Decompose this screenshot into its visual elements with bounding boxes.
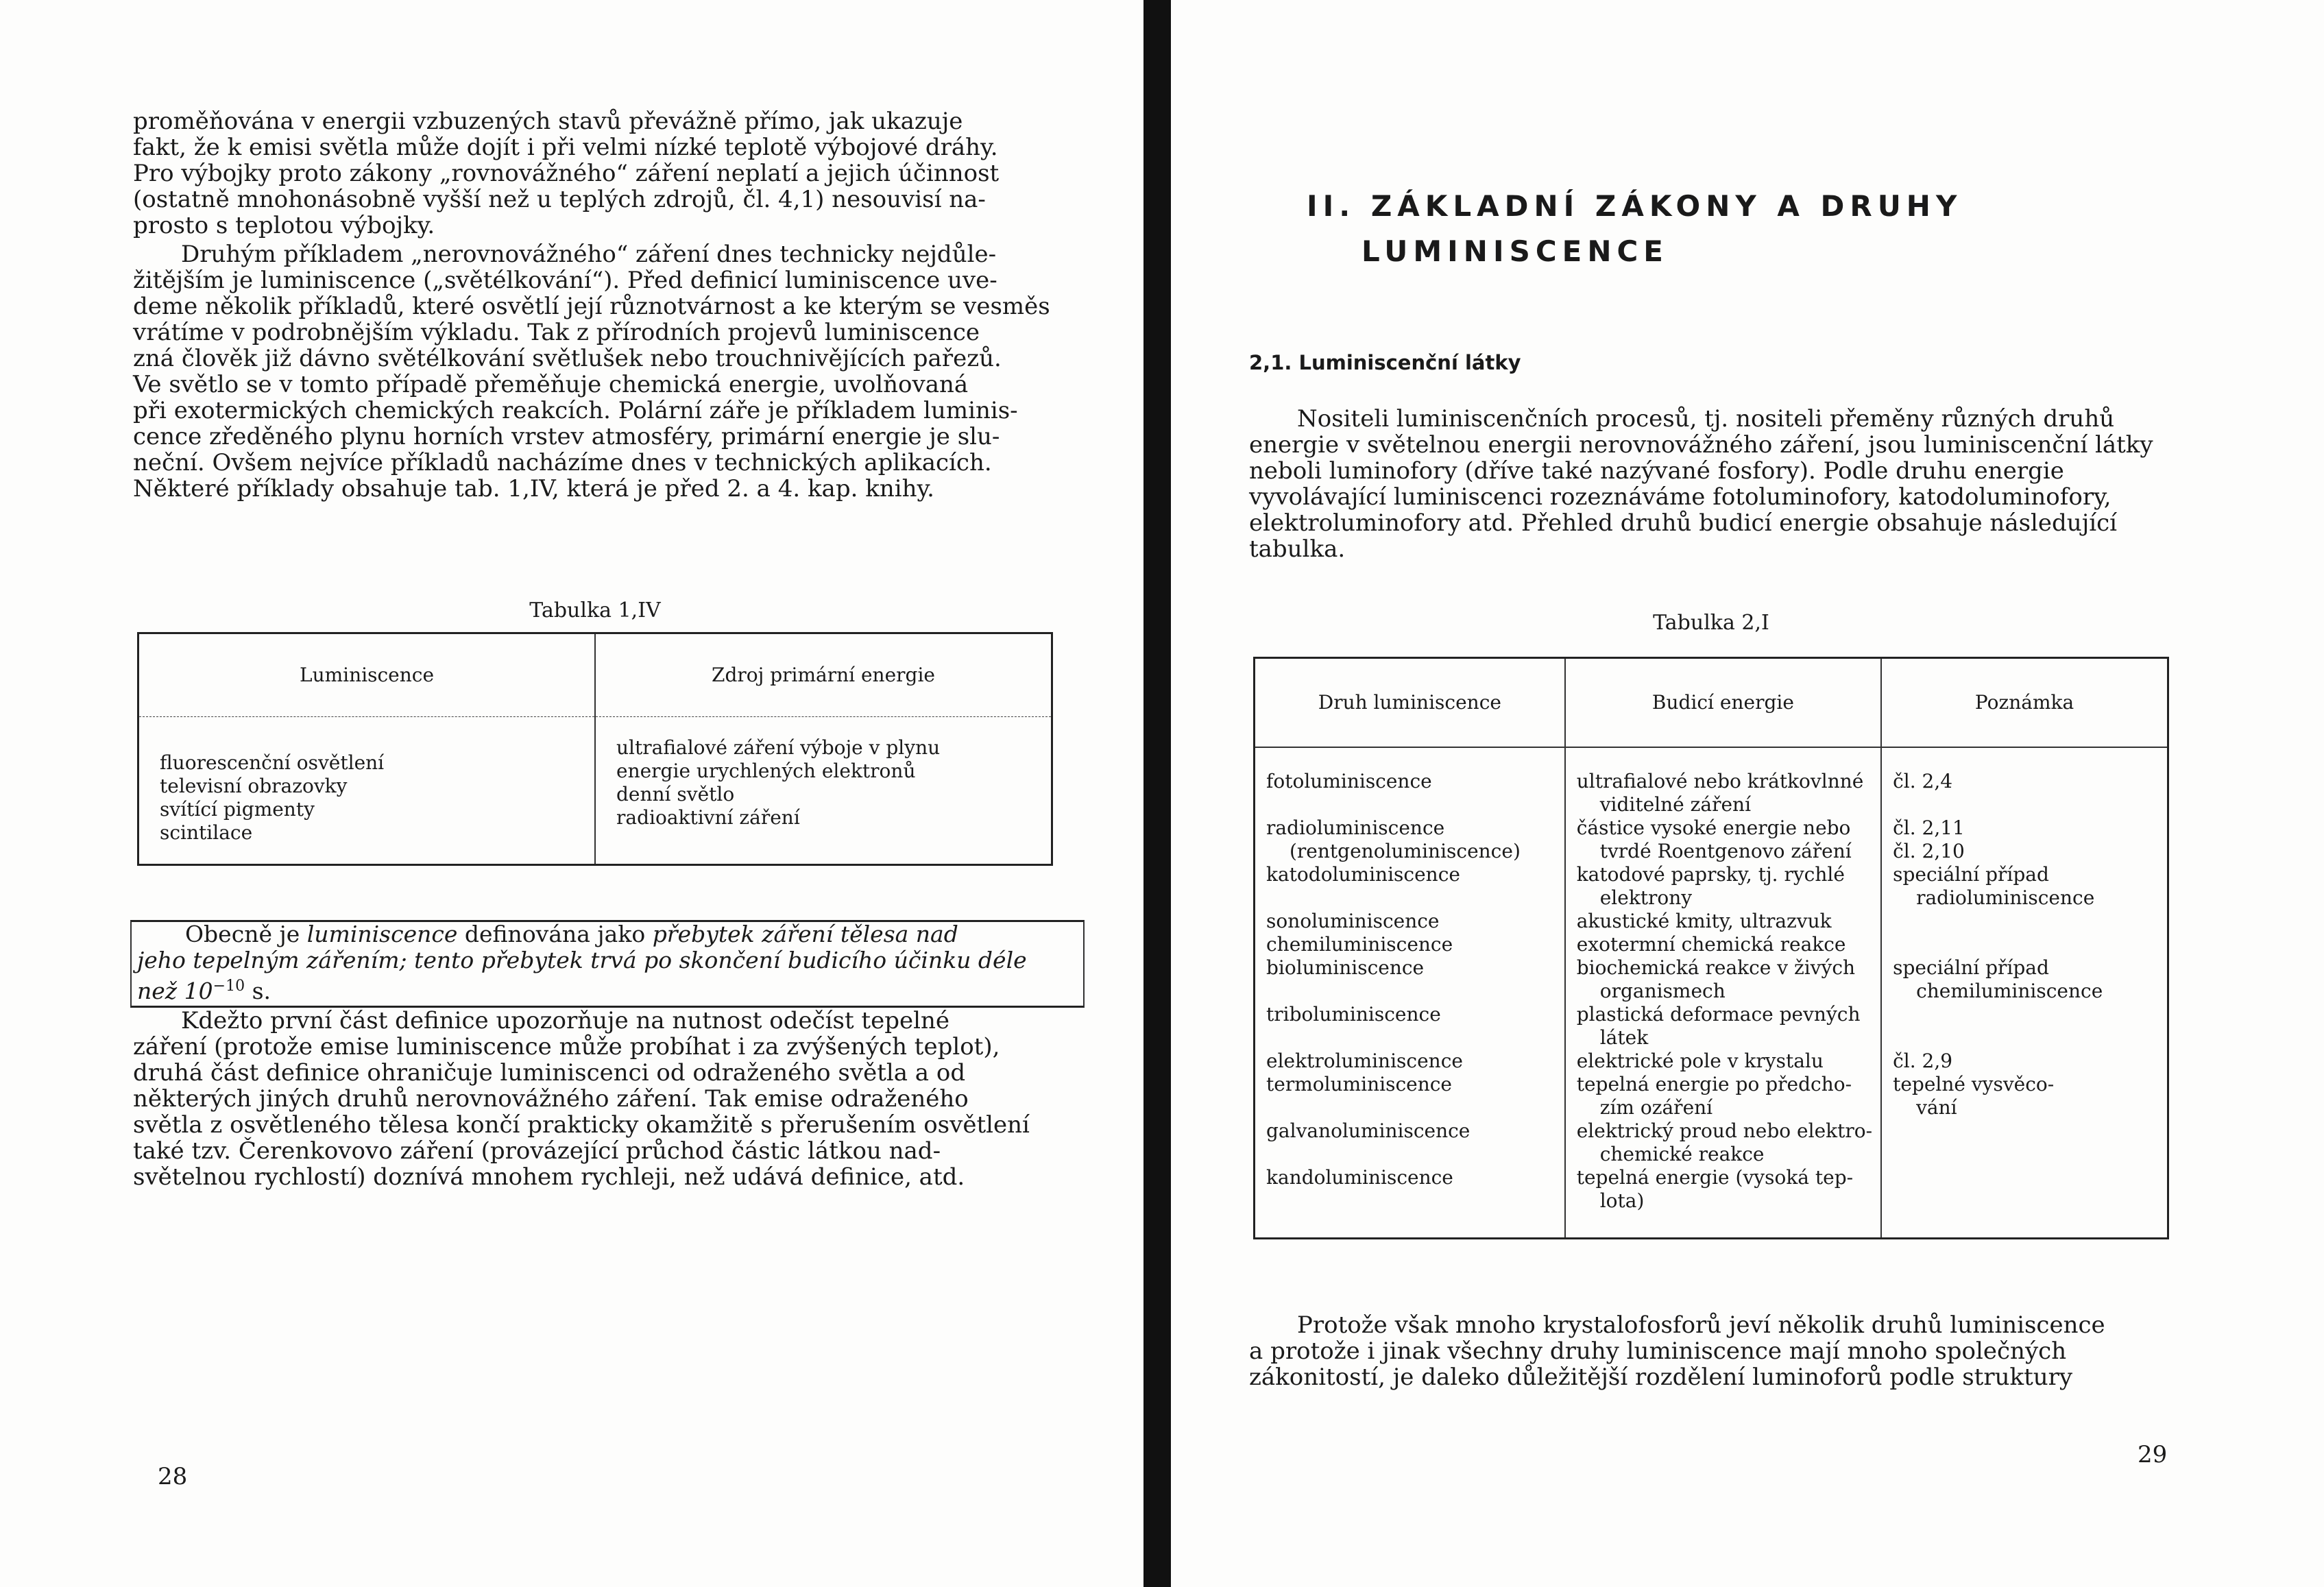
text-line: Druhým příkladem „nerovnovážného“ záření dnes technicky nejdůle- xyxy=(181,241,997,268)
table-cell-line xyxy=(1266,980,1556,1003)
definition-text-d: přebytek záření tělesa nad xyxy=(652,921,958,947)
table-cell-line: exotermní chemická reakce xyxy=(1576,933,1846,956)
definition-line-2 xyxy=(137,947,1067,973)
table-1-iv-col-energy xyxy=(595,717,1052,865)
table-cell-line xyxy=(1266,1143,1556,1166)
definition-text-a: Obecně je xyxy=(185,921,307,947)
table-cell-line: energie urychlených elektronů xyxy=(616,760,916,782)
text-line: elektroluminofory atd. Přehled druhů budicí energie obsahuje následující xyxy=(1249,509,2118,537)
table-cell-line: chemické reakce xyxy=(1599,1143,1765,1165)
table-cell-line: (rentgenoluminiscence) xyxy=(1290,840,1521,862)
text-line: deme několik příkladů, které osvětlí její různotvárnost a ke kterým se vesměs xyxy=(133,293,1050,320)
table-cell-line: viditelné záření xyxy=(1599,793,1752,816)
table-2-i-col-note xyxy=(1881,747,2168,1239)
table-1-iv-caption: Tabulka 1,IV xyxy=(529,598,661,622)
page-number-left: 28 xyxy=(158,1463,188,1490)
table-cell-line: televisní obrazovky xyxy=(160,775,348,797)
table-cell-line xyxy=(1266,1189,1556,1213)
text-line: zákonitostí, je daleko důležitější rozdělení luminoforů podle struktury xyxy=(1249,1364,2073,1391)
definition-text-h: s. xyxy=(245,978,271,1004)
table-cell-line: radioaktivní záření xyxy=(616,806,800,829)
luminiscence-definition xyxy=(137,921,1067,1004)
table-cell-line: elektrony xyxy=(1599,886,1693,909)
table-cell-line: scintilace xyxy=(160,821,253,844)
table-2-i-col-energy xyxy=(1565,747,1881,1239)
text-line: záření (protože emise luminiscence může probíhat i za zvýšených teplot), xyxy=(133,1033,1000,1061)
text-line: Protože však mnoho krystalofosforů jeví několik druhů luminiscence xyxy=(1297,1311,2105,1339)
left-paragraph-2 xyxy=(133,241,1049,502)
definition-text-f: než 10 xyxy=(137,978,213,1004)
table-header-note: Poznámka xyxy=(1881,658,2168,748)
text-line: vyvolávající luminiscenci rozeznáváme fotoluminofory, katodoluminofory, xyxy=(1249,483,2111,511)
table-cell-line xyxy=(1266,1026,1556,1050)
table-header-type: Druh luminiscence xyxy=(1255,658,1565,748)
table-cell-line: kandoluminiscence xyxy=(1266,1166,1453,1189)
chapter-heading xyxy=(1307,184,1962,274)
table-cell-line: čl. 2,9 xyxy=(1893,1050,1953,1072)
table-cell-line: katodové paprsky, tj. rychlé xyxy=(1576,863,1845,886)
table-header-luminiscence: Luminiscence xyxy=(138,633,596,717)
text-line: také tzv. Čerenkovovo záření (provázející průchod částic látkou nad- xyxy=(133,1137,941,1165)
text-line: cence zředěného plynu horních vrstev atmosféry, primární energie je slu- xyxy=(133,423,1000,450)
section-title: 2,1. Luminiscenční látky xyxy=(1249,351,1521,374)
table-2-i-col-type xyxy=(1255,747,1565,1239)
table-cell-line: svítící pigmenty xyxy=(160,798,315,821)
table-cell-line: radioluminiscence xyxy=(1916,886,2095,909)
table-cell-line: organismech xyxy=(1599,980,1726,1002)
text-line: žitějším je luminiscence („světélkování“). Před definicí luminiscence uve- xyxy=(133,267,997,294)
text-line: Kdežto první část definice upozorňuje na nutnost odečíst tepelné xyxy=(181,1007,949,1034)
table-cell-line xyxy=(1893,1119,2159,1143)
table-2-i-caption: Tabulka 2,I xyxy=(1653,611,1769,635)
table-cell-line: tvrdé Roentgenovo záření xyxy=(1599,840,1852,862)
table-cell-line: částice vysoké energie nebo xyxy=(1576,816,1851,839)
right-paragraph-1 xyxy=(1249,406,2166,562)
table-cell-line: plastická deformace pevných xyxy=(1576,1003,1861,1026)
text-line: a protože i jinak všechny druhy luminiscence mají mnoho společných xyxy=(1249,1337,2067,1365)
definition-text-e: jeho tepelným zářením; tento přebytek trvá po skončení budicího účinku déle xyxy=(137,947,1027,973)
text-line: fakt, že k emisi světla může dojít i při velmi nízké teplotě výbojové dráhy. xyxy=(133,134,998,161)
table-cell-line xyxy=(1893,933,2159,956)
table-cell-line xyxy=(1266,1096,1556,1119)
text-line: Nositeli luminiscenčních procesů, tj. nositeli přeměny různých druhů xyxy=(1297,405,2115,433)
table-cell-line xyxy=(1893,1166,2159,1189)
text-line: některých jiných druhů nerovnovážného záření. Tak emise odraženého xyxy=(133,1085,969,1113)
book-gutter xyxy=(1143,0,1171,1587)
definition-line-3 xyxy=(137,973,1067,1004)
table-1-iv xyxy=(137,632,1053,866)
text-line: proměňována v energii vzbuzených stavů převážně přímo, jak ukazuje xyxy=(133,108,963,135)
text-line: zná člověk již dávno světélkování světlušek nebo trouchnivějících pařezů. xyxy=(133,345,1002,372)
text-line: prosto s teplotou výbojky. xyxy=(133,212,435,239)
definition-text-c: definována jako xyxy=(457,921,653,947)
table-cell-line: ultrafialové nebo krátkovlnné xyxy=(1576,770,1864,792)
table-cell-line: elektrické pole v krystalu xyxy=(1576,1050,1824,1072)
definition-line-1 xyxy=(137,921,1067,947)
definition-term: luminiscence xyxy=(306,921,458,947)
table-cell-line: termoluminiscence xyxy=(1266,1073,1453,1095)
table-cell-line: katodoluminiscence xyxy=(1266,863,1460,886)
table-cell-line xyxy=(1266,886,1556,910)
text-line: při exotermických chemických reakcích. Polární záře je příkladem luminis- xyxy=(133,397,1018,424)
text-line: Pro výbojky proto zákony „rovnovážného“ záření neplatí a jejich účinnost xyxy=(133,160,1000,187)
table-cell-line: tepelné vysvěco- xyxy=(1893,1073,2055,1095)
table-cell-line: lota) xyxy=(1599,1189,1645,1212)
text-line: energie v světelnou energii nerovnovážného záření, jsou luminiscenční látky xyxy=(1249,431,2153,459)
table-header-excitation: Budicí energie xyxy=(1565,658,1881,748)
left-paragraph-3 xyxy=(133,1008,1063,1190)
table-2-i xyxy=(1253,657,2169,1239)
table-cell-line: zím ozáření xyxy=(1599,1096,1713,1119)
table-cell-line xyxy=(1893,910,2159,933)
table-cell-line: chemiluminiscence xyxy=(1266,933,1453,956)
table-cell-line xyxy=(1893,1189,2159,1213)
table-cell-line: tepelná energie po předcho- xyxy=(1576,1073,1852,1095)
table-cell-line: triboluminiscence xyxy=(1266,1003,1441,1026)
text-line: neboli luminofory (dříve také nazývané fosfory). Podle druhu energie xyxy=(1249,457,2064,485)
table-cell-line: čl. 2,10 xyxy=(1893,840,1965,862)
left-paragraph-1 xyxy=(133,108,1049,239)
table-cell-line: látek xyxy=(1599,1026,1649,1049)
text-line: druhá část definice ohraničuje luminiscenci od odraženého světla a od xyxy=(133,1059,966,1087)
chapter-heading-line-1: II. ZÁKLADNÍ ZÁKONY A DRUHY xyxy=(1307,189,1963,223)
table-cell-line: sonoluminiscence xyxy=(1266,910,1440,932)
table-cell-line: speciální případ xyxy=(1893,863,2049,886)
table-cell-line: denní světlo xyxy=(616,783,735,805)
table-cell-line: akustické kmity, ultrazvuk xyxy=(1576,910,1832,932)
table-cell-line: ultrafialové záření výboje v plynu xyxy=(616,736,941,759)
table-1-iv-col-luminiscence xyxy=(138,717,596,865)
text-line: světelnou rychlostí) doznívá mnohem rychleji, než udává definice, atd. xyxy=(133,1163,965,1191)
table-header-primary-energy: Zdroj primární energie xyxy=(595,633,1052,717)
text-line: vrátíme v podrobnějším výkladu. Tak z přírodních projevů luminiscence xyxy=(133,319,980,346)
text-line: Ve světlo se v tomto případě přeměňuje chemická energie, uvolňovaná xyxy=(133,371,969,398)
table-cell-line xyxy=(1893,1026,2159,1050)
table-cell-line: fotoluminiscence xyxy=(1266,770,1432,792)
text-line: Některé příklady obsahuje tab. 1,IV, která je před 2. a 4. kap. knihy. xyxy=(133,475,934,502)
text-line: neční. Ovšem nejvíce příkladů nacházíme dnes v technických aplikacích. xyxy=(133,449,992,476)
table-cell-line: vání xyxy=(1916,1096,1957,1119)
definition-exponent: −10 xyxy=(213,978,245,995)
table-cell-line: bioluminiscence xyxy=(1266,956,1425,979)
table-cell-line: elektrický proud nebo elektro- xyxy=(1576,1119,1873,1142)
table-cell-line: radioluminiscence xyxy=(1266,816,1445,839)
chapter-heading-line-2: LUMINISCENCE xyxy=(1361,234,1669,268)
text-line: tabulka. xyxy=(1249,535,1346,563)
table-cell-line: tepelná energie (vysoká tep- xyxy=(1576,1166,1854,1189)
text-line: světla z osvětleného tělesa končí prakticky okamžitě s přerušením osvětlení xyxy=(133,1111,1030,1139)
table-cell-line: elektroluminiscence xyxy=(1266,1050,1463,1072)
table-cell-line xyxy=(1266,793,1556,816)
table-cell-line: fluorescenční osvětlení xyxy=(160,751,385,774)
table-cell-line xyxy=(1893,1003,2159,1026)
table-cell-line: čl. 2,4 xyxy=(1893,770,1953,792)
table-cell-line: biochemická reakce v živých xyxy=(1576,956,1856,979)
table-cell-line xyxy=(1893,793,2159,816)
table-cell-line: galvanoluminiscence xyxy=(1266,1119,1470,1142)
table-cell-line xyxy=(1893,1143,2159,1166)
table-cell-line: čl. 2,11 xyxy=(1893,816,1965,839)
table-cell-line: speciální případ xyxy=(1893,956,2049,979)
right-paragraph-2 xyxy=(1249,1312,2166,1390)
page-number-right: 29 xyxy=(2138,1441,2168,1468)
table-cell-line: chemiluminiscence xyxy=(1916,980,2103,1002)
text-line: (ostatně mnohonásobně vyšší než u teplých zdrojů, čl. 4,1) nesouvisí na- xyxy=(133,186,986,213)
